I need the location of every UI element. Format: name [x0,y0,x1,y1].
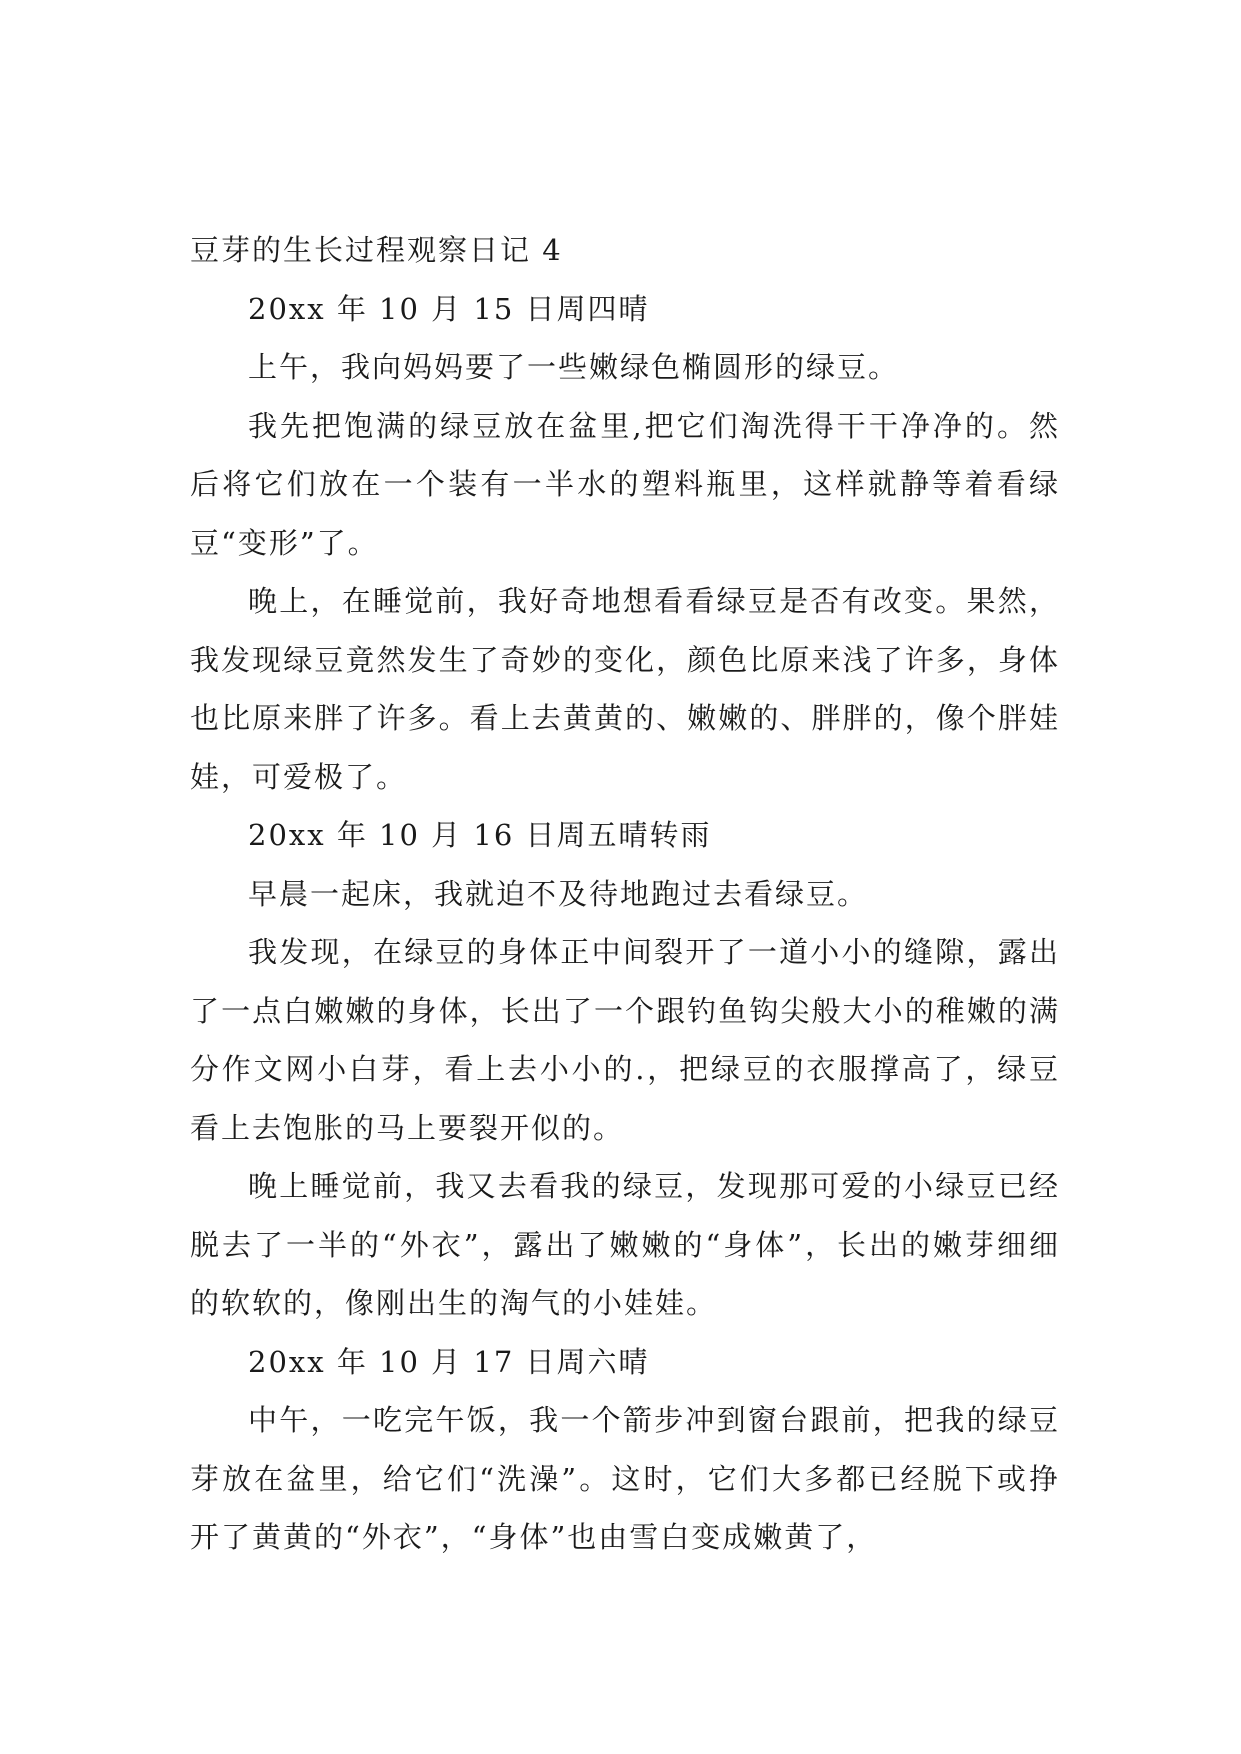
paragraph: 中午，一吃完午饭，我一个箭步冲到窗台跟前，把我的绿豆芽放在盆里，给它们“洗澡”。这时，它们大多都已经脱下或挣开了黄黄的“外衣”，“身体”也由雪白变成嫩黄了， [190,1403,1060,1554]
paragraph: 我发现，在绿豆的身体正中间裂开了一道小小的缝隙，露出了一点白嫩嫩的身体，长出了一个跟钓鱼钩尖般大小的稚嫩的满分作文网小白芽，看上去小小的.，把绿豆的衣服撑高了，绿豆看上去饱胀的马上要裂开似的。 [190,935,1060,1145]
diary-date: 20xx 年 10 月 16 日周五晴转雨 [248,818,712,852]
document-title: 豆芽的生长过程观察日记 4 [190,233,563,267]
document-body [190,221,1060,1567]
paragraph: 早晨一起床，我就迫不及待地跑过去看绿豆。 [248,876,869,911]
paragraph: 上午，我向妈妈要了一些嫩绿色椭圆形的绿豆。 [248,350,900,384]
diary-date: 20xx 年 10 月 17 日周六晴 [248,1344,650,1379]
paragraph: 晚上睡觉前，我又去看我的绿豆，发现那可爱的小绿豆已经脱去了一半的“外衣”，露出了嫩嫩的“身体”，长出的嫩芽细细的软软的，像刚出生的淘气的小娃娃。 [190,1169,1060,1320]
diary-date: 20xx 年 10 月 15 日周四晴 [248,291,650,326]
paragraph: 晚上，在睡觉前，我好奇地想看看绿豆是否有改变。果然，我发现绿豆竟然发生了奇妙的变化，颜色比原来浅了许多，身体也比原来胖了许多。看上去黄黄的、嫩嫩的、胖胖的，像个胖娃娃，可爱极了。 [190,584,1060,794]
paragraph: 我先把饱满的绿豆放在盆里,把它们淘洗得干干净净的。然后将它们放在一个装有一半水的塑料瓶里，这样就静等着看绿豆“变形”了。 [190,408,1060,560]
